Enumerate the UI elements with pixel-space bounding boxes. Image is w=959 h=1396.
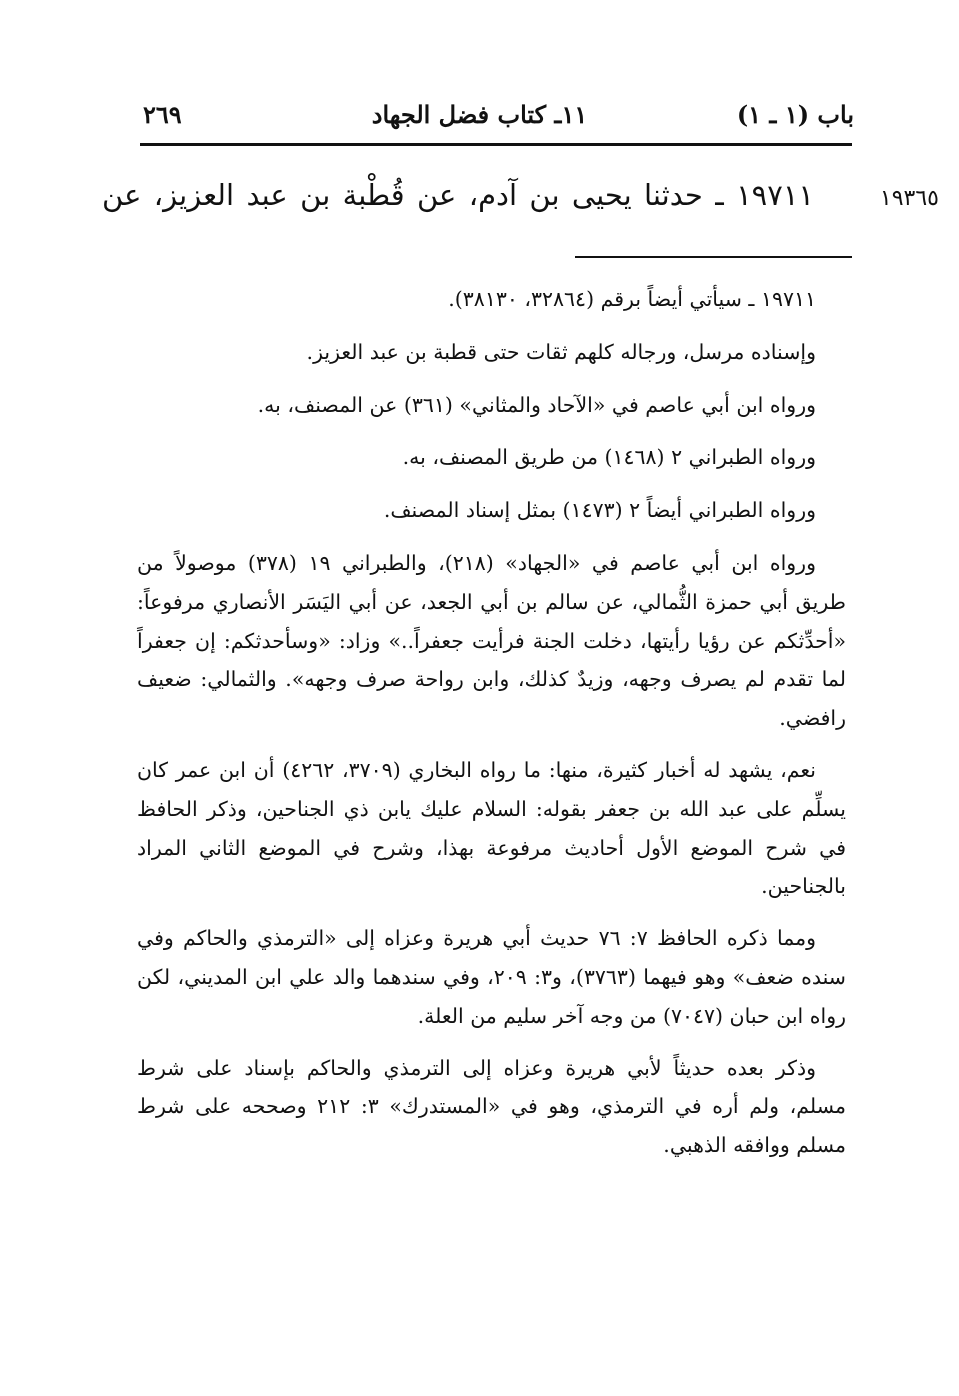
footnote-paragraph: ورواه ابن أبي عاصم في «الآحاد والمثاني» (٣٦١) عن المصنف، به. xyxy=(257,392,816,417)
header-rule xyxy=(140,143,852,146)
footnote-paragraph: ومما ذكره الحافظ ٧: ٧٦ حديث أبي هريرة وعزاه إلى «الترمذي والحاكم وفي سنده ضعف» وهو فيهما (٣٧٦٣)، و٣: ٢٠٩، وفي سندهما والد علي ابن المديني، لكن رواه ابن حبان (٧٠٤٧) من وجه آخر سليم من العلة. xyxy=(137,926,846,1028)
margin-reference-number: ١٩٣٦٥ xyxy=(879,186,939,211)
footnote-paragraph: ١٩٧١١ ـ سيأتي أيضاً برقم (٣٢٨٦٤، ٣٨١٣٠). xyxy=(448,287,816,311)
footnote-paragraph: ورواه الطبراني ٢ (١٤٦٨) من طريق المصنف، به. xyxy=(402,445,816,470)
footnote-paragraph: وذكر بعده حديثاً لأبي هريرة وعزاه إلى الترمذي والحاكم بإسناد على شرط مسلم، ولم أره في الترمذي، وهو في «المستدرك» ٣: ٢١٢ وصححه على شرط مسلم ووافقه الذهبي. xyxy=(137,1055,846,1158)
footnote-separator xyxy=(575,256,852,258)
footnote-paragraph: ورواه الطبراني أيضاً ٢ (١٤٧٣) بمثل إسناد المصنف. xyxy=(383,498,816,523)
hadith-text: ١٩٧١١ ـ حدثنا يحيى بن آدم، عن قُطْبة بن عبد العزيز، عن xyxy=(102,178,814,212)
footnote-paragraph: نعم، يشهد له أخبار كثيرة، منها: ما رواه البخاري (٣٧٠٩، ٤٢٦٢) أن ابن عمر كان يسلِّم على عبد الله بن جعفر بقوله: السلام عليك يابن ذي الجناحين، وذكر الحافظ في شرح الموضع الأول أحاديث مرفوعة بهذا، وشرح في الموضع الثاني المراد بالجناحين. xyxy=(137,757,846,899)
footnote-paragraph: ورواه ابن أبي عاصم في «الجهاد» (٢١٨)، والطبراني ١٩ (٣٧٨) موصولاً من طريق أبي حمزة الثُّمالي، عن سالم بن أبي الجعد، عن أبي اليَسَر الأنصاري مرفوعاً: «أحدِّثكم عن رؤيا رأيتها، دخلت الجنة فرأيت جعفراً..» وزاد: «وسأحدثكم: إن جعفراً لما تقدم لم يصرف وجهه، وزيدٌ كذلك، وابن رواحة صرف وجهه». والثمالي: ضعيف رافضي. xyxy=(137,550,846,731)
page-number: ٢٦٩ xyxy=(143,100,182,129)
book-title: ١١ـ كتاب فضل الجهاد xyxy=(371,100,588,129)
chapter-heading: باب (١ ـ ١) xyxy=(736,100,854,129)
footnotes xyxy=(137,280,846,1165)
footnote-paragraph: وإسناده مرسل، ورجاله كلهم ثقات حتى قطبة بن عبد العزيز. xyxy=(306,339,816,364)
